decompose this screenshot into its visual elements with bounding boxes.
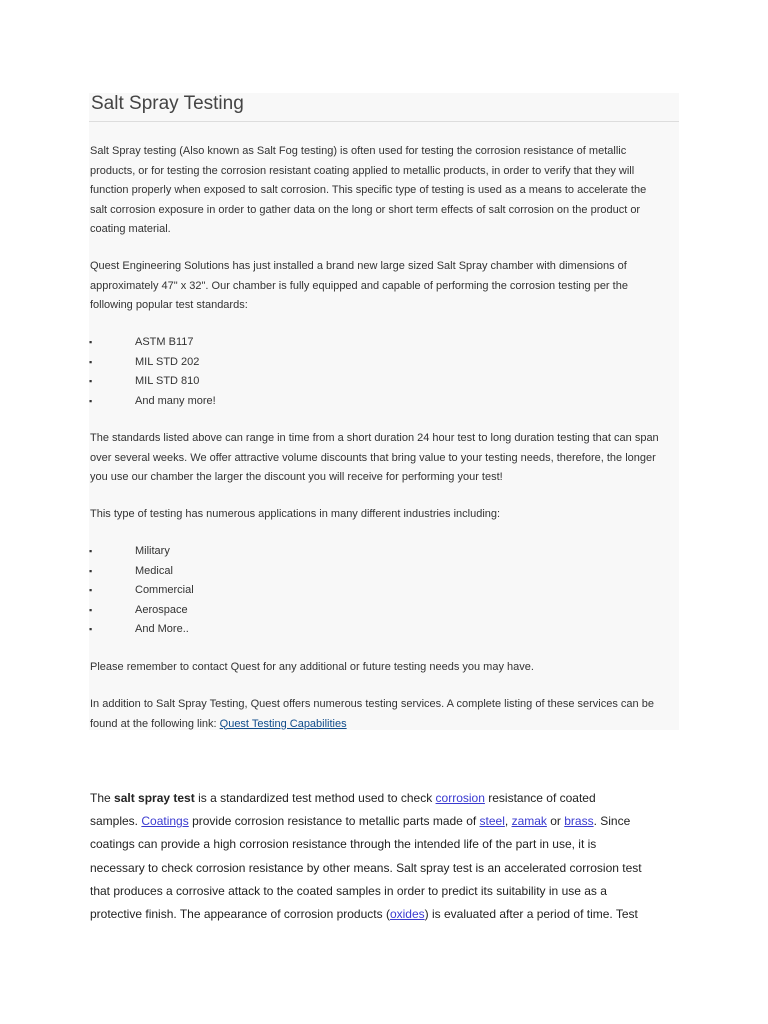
intro-line: coating material. (90, 223, 171, 236)
text: provide corrosion resistance to metallic parts made of (188, 814, 480, 829)
duration-line: you use our chamber the larger the discount you will receive for performing your test! (90, 471, 503, 484)
text: protective finish. The appearance of corrosion products ( (90, 907, 390, 921)
bullet-marker: ▪ (89, 604, 93, 615)
services-prefix: found at the following link: (90, 717, 220, 730)
contact-text: Please remember to contact Quest for any additional or future testing needs you may have. (90, 661, 534, 673)
page-title: Salt Spray Testing (91, 93, 244, 114)
text: , (504, 814, 512, 829)
services-line: In addition to Salt Spray Testing, Quest offers numerous testing services. A complete listing of these services can be (90, 698, 654, 710)
title-divider (89, 121, 679, 122)
industry-item: Military (135, 545, 170, 557)
intro-line: salt corrosion exposure in order to gather data on the long or short term effects of salt corrosion on the product or (90, 203, 641, 216)
oxides-link[interactable]: oxides (389, 907, 425, 921)
chamber-line: approximately 47" x 32". Our chamber is fully equipped and capable of performing the corrosion testing per the (90, 279, 628, 292)
brass-link[interactable]: brass (564, 814, 594, 829)
bullet-marker: ▪ (89, 565, 93, 576)
article-line (90, 903, 670, 926)
quest-testing-capabilities-link[interactable]: Quest Testing Capabilities (219, 717, 347, 730)
text: . Since (593, 814, 631, 829)
industry-item: And More.. (135, 623, 189, 636)
services-line (90, 715, 678, 735)
salt-spray-test-term: salt spray test (114, 791, 195, 805)
text: or (546, 814, 565, 829)
bullet-marker: ▪ (89, 376, 93, 387)
text: resistance of coated (484, 791, 596, 805)
text: The (90, 791, 115, 805)
text: samples. (90, 814, 142, 829)
bullet-marker: ▪ (89, 337, 93, 347)
duration-line: The standards listed above can range in time from a short duration 24 hour test to long duration testing that can span (90, 432, 659, 444)
standard-item: And many more! (135, 394, 216, 407)
bullet-marker: ▪ (89, 356, 93, 367)
intro-line: Salt Spray testing (Also known as Salt Fog testing) is often used for testing the corrosion resistance of metallic (90, 145, 627, 157)
intro-line: function properly when exposed to salt corrosion. This specific type of testing is used as a means to accelerate the (90, 184, 647, 197)
chamber-line: following popular test standards: (90, 299, 248, 312)
steel-link[interactable]: steel (479, 814, 505, 829)
standard-item: ASTM B117 (135, 336, 194, 348)
bullet-marker: ▪ (89, 546, 93, 556)
article-line (90, 810, 670, 833)
industry-item: Commercial (135, 584, 194, 597)
industry-item: Medical (135, 564, 173, 577)
article-line (90, 787, 670, 810)
industry-item: Aerospace (135, 603, 188, 616)
corrosion-link[interactable]: corrosion (435, 791, 485, 805)
text: ) is evaluated after a period of time. Test (424, 907, 638, 921)
duration-line: over several weeks. We offer attractive volume discounts that bring value to your testing needs, therefore, the longer (90, 451, 656, 464)
article-line: that produces a corrosive attack to the coated samples in order to predict its suitability in use as a (90, 883, 607, 898)
bullet-marker: ▪ (89, 624, 93, 635)
intro-line: products, or for testing the corrosion resistant coating applied to metallic products, in order to verify that they will (90, 164, 635, 177)
standard-item: MIL STD 810 (135, 375, 200, 388)
zamak-link[interactable]: zamak (511, 814, 547, 829)
article-line: necessary to check corrosion resistance by other means. Salt spray test is an accelerated corrosion test (90, 860, 642, 875)
applications-intro: This type of testing has numerous applications in many different industries including: (90, 508, 501, 520)
bullet-marker: ▪ (89, 585, 93, 596)
chamber-line: Quest Engineering Solutions has just installed a brand new large sized Salt Spray chamber with dimensions of (90, 260, 627, 272)
coatings-link[interactable]: Coatings (141, 814, 189, 829)
text: is a standardized test method used to check (194, 791, 436, 805)
standard-item: MIL STD 202 (135, 355, 200, 368)
bullet-marker: ▪ (89, 395, 93, 406)
article-line: coatings can provide a high corrosion resistance through the intended life of the part in use, it is (90, 837, 597, 852)
